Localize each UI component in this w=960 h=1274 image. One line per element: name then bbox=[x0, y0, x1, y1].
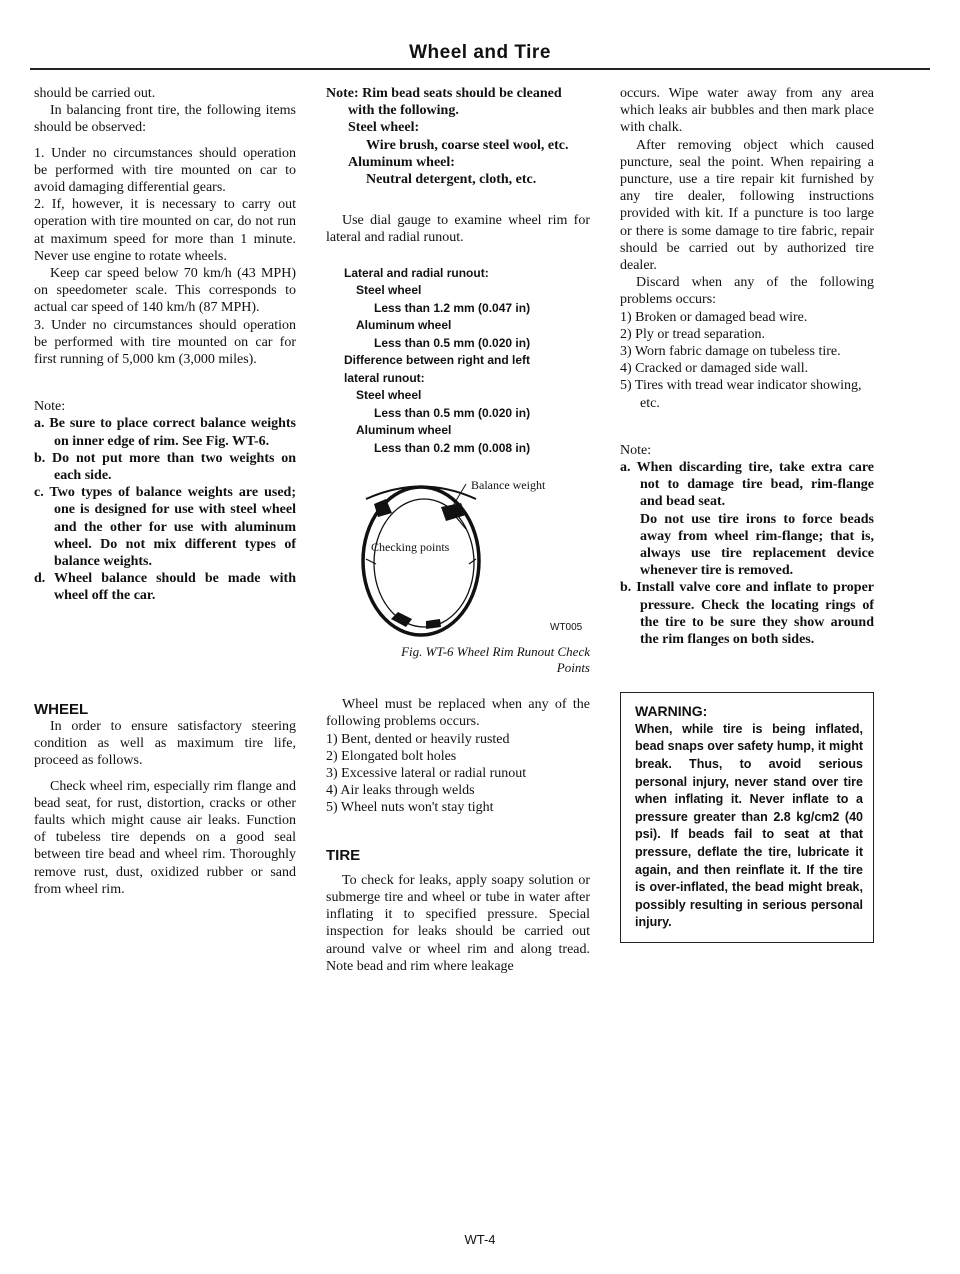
note-item: b. Do not put more than two weights on each side. bbox=[34, 450, 296, 484]
note-label: Note: bbox=[620, 442, 652, 458]
spec-label: Steel wheel bbox=[356, 388, 422, 403]
problem-item: 2) Elongated bolt holes bbox=[326, 748, 457, 764]
note-item: a. When discarding tire, take extra care not to damage tire bead, rim-flange and bead seat. bbox=[620, 460, 874, 510]
problem-item: 3) Worn fabric damage on tubeless tire. bbox=[620, 344, 841, 360]
spec-label: Aluminum wheel bbox=[356, 318, 452, 333]
figure-label-balance-weight: Balance weight bbox=[471, 478, 546, 493]
page-number: WT-4 bbox=[464, 1232, 496, 1247]
steel-wheel-text: Wire brush, coarse steel wool, etc. bbox=[366, 137, 569, 153]
problem-item: 5) Tires with tread wear indicator showing, etc. bbox=[620, 378, 862, 411]
warning-box bbox=[620, 692, 874, 943]
paragraph: In balancing front tire, the following items should be observed: bbox=[34, 103, 296, 136]
paragraph: To check for leaks, apply soapy solution or submerge tire and wheel or tube in water after inflating it to specified pressure. Special inspection for leaks should be carried out around valve or wheel rim and along tread. Note bead and rim where leakage bbox=[326, 872, 590, 974]
warning-title: WARNING: bbox=[635, 703, 708, 720]
steel-wheel-label: Steel wheel: bbox=[348, 120, 420, 136]
problem-item: 1) Broken or damaged bead wire. bbox=[620, 309, 808, 325]
paragraph: Check wheel rim, especially rim flange and bead seat, for rust, distortion, cracks or other faults which might cause air leaks. Function of tubeless tire depends on a good seal between tire bead and wheel rim. Thoroughly remove rust, dust, oxidized rubber or sand from wheel rim. bbox=[34, 778, 296, 897]
problem-item: 5) Wheel nuts won't stay tight bbox=[326, 800, 494, 816]
paragraph: occurs. Wipe water away from any area which leaks air bubbles and then mark place with chalk. bbox=[620, 86, 874, 136]
list-item: 2. If, however, it is necessary to carry out operation with tire mounted on car, do not run at maximum speed for more than 1 minute. Never use engine to rotate wheels. bbox=[34, 197, 296, 264]
figure-caption: Fig. WT-6 Wheel Rim Runout Check bbox=[401, 644, 590, 660]
aluminum-wheel-text: Neutral detergent, cloth, etc. bbox=[366, 172, 537, 188]
aluminum-wheel-label: Aluminum wheel: bbox=[348, 154, 455, 170]
paragraph: In order to ensure satisfactory steering condition as well as maximum tire life, proceed as follows. bbox=[34, 718, 296, 769]
note-label: Note: bbox=[34, 399, 66, 415]
figure-label-checking-points: Checking points bbox=[371, 540, 450, 555]
column-middle bbox=[326, 85, 590, 975]
section-heading-wheel: WHEEL bbox=[34, 700, 89, 718]
wheel-rim-diagram bbox=[326, 469, 590, 644]
paragraph: Discard when any of the following problems occurs: bbox=[620, 275, 874, 308]
paragraph: Keep car speed below 70 km/h (43 MPH) on speedometer scale. This corresponds to actual car speed of 140 km/h (87 MPH). bbox=[34, 266, 296, 316]
note-item: d. Wheel balance should be made with wheel off the car. bbox=[34, 571, 296, 604]
section-heading-tire: TIRE bbox=[326, 846, 361, 864]
paragraph: Use dial gauge to examine wheel rim for lateral and radial runout. bbox=[326, 213, 590, 246]
problem-item: 4) Air leaks through welds bbox=[326, 783, 475, 799]
note-item: b. Install valve core and inflate to proper pressure. Check the locating rings of the tire to be sure they show around the rim flanges on both sides. bbox=[620, 580, 874, 648]
spec-value: Less than 1.2 mm (0.047 in) bbox=[374, 300, 531, 315]
paragraph: should be carried out. bbox=[34, 86, 156, 101]
spec-heading: Lateral and radial runout: bbox=[344, 265, 489, 280]
header-rule bbox=[30, 68, 930, 70]
note-heading: Note: Rim bead seats should be cleaned with the following. bbox=[326, 86, 562, 119]
spec-label: Steel wheel bbox=[356, 283, 422, 298]
note-item: a. Be sure to place correct balance weights on inner edge of rim. See Fig. WT-6. bbox=[34, 416, 296, 449]
spec-value: Less than 0.2 mm (0.008 in) bbox=[374, 440, 531, 455]
paragraph: After removing object which caused puncture, seal the point. When repairing a puncture, use a tire repair kit furnished by any tire dealer, following instructions provided with kit. If a puncture is too large or there is some damage to tire fabric, repair should be carried out by authorized tire dealer. bbox=[620, 137, 874, 274]
problem-item: 4) Cracked or damaged side wall. bbox=[620, 361, 809, 377]
warning-text: When, while tire is being inflated, bead snaps over safety hump, it might break. Thus, to avoid serious personal injury, never stand over tire when inflating it. Never inflate to a pressure greater than 2.8 kg/cm2 (40 psi). If beads fail to seat at that pressure, deflate the tire, lubricate it again, and then reinflate it. If the tire is over-inflated, the bead might break, possibly resulting in serious personal injury. bbox=[635, 721, 863, 930]
paragraph: Wheel must be replaced when any of the following problems occurs. bbox=[326, 697, 590, 730]
column-right bbox=[620, 85, 874, 943]
note-item: Do not use tire irons to force beads away from wheel rim-flange; that is, always use tire replacement device whenever tire is removed. bbox=[640, 511, 874, 579]
spec-heading: Difference between right and left lateral runout: bbox=[344, 353, 531, 385]
problem-item: 3) Excessive lateral or radial runout bbox=[326, 765, 527, 781]
spec-value: Less than 0.5 mm (0.020 in) bbox=[374, 335, 531, 350]
figure-wt6 bbox=[326, 469, 590, 644]
problem-item: 1) Bent, dented or heavily rusted bbox=[326, 731, 510, 747]
problem-item: 2) Ply or tread separation. bbox=[620, 326, 766, 342]
note-item: c. Two types of balance weights are used; one is designed for use with steel wheel and the other for use with aluminum wheel. Do not mix different types of balance weights. bbox=[34, 485, 296, 570]
figure-caption: Points bbox=[556, 660, 590, 676]
spec-label: Aluminum wheel bbox=[356, 423, 452, 438]
list-item: 3. Under no circumstances should operation be performed with tire mounted on car for first running of 5,000 km (3,000 miles). bbox=[34, 317, 296, 368]
column-left bbox=[34, 85, 296, 898]
page-title: Wheel and Tire bbox=[409, 42, 551, 63]
runout-spec bbox=[326, 265, 590, 458]
figure-code: WT005 bbox=[550, 622, 583, 634]
list-item: 1. Under no circumstances should operation be performed with tire mounted on car to avoid damaging differential gears. bbox=[34, 145, 296, 196]
spec-value: Less than 0.5 mm (0.020 in) bbox=[374, 405, 531, 420]
